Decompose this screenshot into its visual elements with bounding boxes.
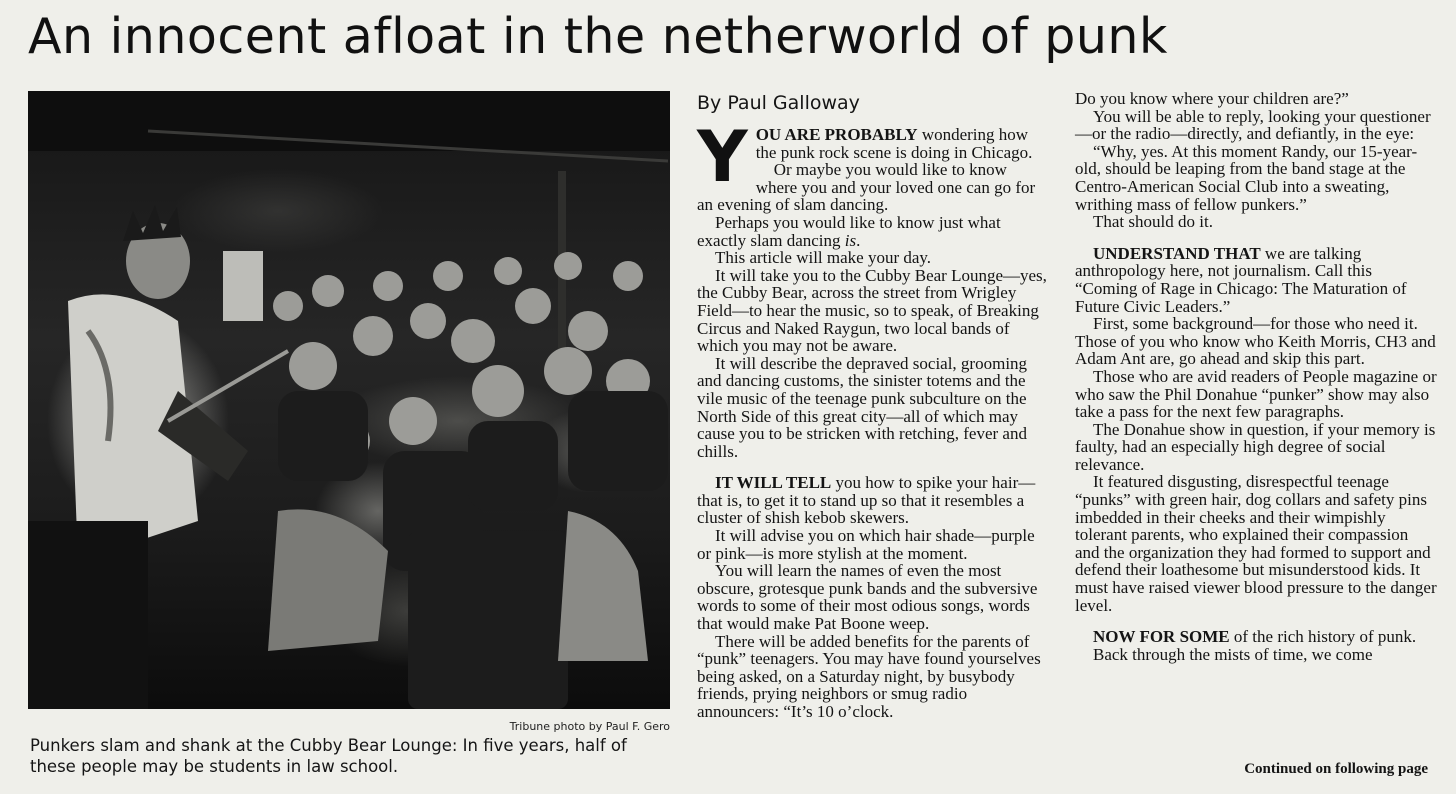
photo-caption: Punkers slam and shank at the Cubby Bear Lounge: In five years, half of these people may be students in law school. [30, 736, 627, 776]
continued-notice: Continued on following page [1244, 761, 1428, 777]
section-caps: IT WILL TELL [715, 473, 832, 493]
paragraph: It will take you to the Cubby Bear Lounge—yes, the Cubby Bear, across the street from Wrigley Field—to hear the music, so to speak, of Breaking Circus and Naked Raygun, two local bands of which you may not be aware. [697, 265, 1047, 356]
paragraph: Those who are avid readers of People magazine or who saw the Phil Donahue “punker” show may also take a pass for the next few paragraphs. [1075, 366, 1437, 422]
section-text: we are talking anthropology here, not journalism. Call this “Coming of Rage in Chicago: The Maturation of Future Civic Leaders.” [1075, 243, 1407, 316]
section-paragraph [1075, 245, 1437, 315]
paragraph: First, some background—for those who need it. Those of you who know who Keith Morris, CH3 and Adam Ant are, go ahead and skip this part. [1075, 314, 1436, 369]
paragraph: The Donahue show in question, if your memory is faulty, had an especially high degree of social relevance. [1075, 419, 1436, 474]
lead-caps: OU ARE PROBABLY [755, 125, 918, 144]
drop-cap: Y [697, 116, 748, 198]
paragraph: Back through the mists of time, we come [1093, 644, 1373, 664]
paragraph: Or maybe you would like to know where you and your loved one can go for an evening of slam dancing. [697, 160, 1036, 215]
section-text: you how to spike your hair—that is, to get it to stand up so that it resembles a cluster of shish kebob skewers. [697, 473, 1036, 528]
slam-end: . [856, 230, 861, 250]
paragraph: “Why, yes. At this moment Randy, our 15-year-old, should be leaping from the band stage at the Centro-American Social Club into a sweating, writhing mass of fellow punkers.” [1075, 141, 1418, 214]
slam-text: Perhaps you would like to know just what exactly slam dancing [697, 212, 1001, 250]
byline: By Paul Galloway [697, 92, 860, 114]
paragraph: It featured disgusting, disrespectful teenage “punks” with green hair, dog collars and safety pins imbedded in their cheeks and their wimpishly tolerant parents, who explained their compassion and the organization they had formed to support and defend their loathesome but misunderstood kids. It must have raised viewer blood pressure to the danger level. [1075, 472, 1437, 615]
section-paragraph [1075, 628, 1437, 646]
headline: An innocent afloat in the netherworld of punk [28, 8, 1168, 65]
concert-photo [28, 91, 670, 709]
paragraph: That should do it. [1093, 212, 1213, 232]
paragraph: You will be able to reply, looking your questioner—or the radio—directly, and defiantly, in the eye: [1075, 106, 1431, 144]
photo-credit: Tribune photo by Paul F. Gero [509, 720, 670, 733]
article-column-1 [697, 116, 1049, 786]
paragraph: It will describe the depraved social, grooming and dancing customs, the sinister totems and the vile music of the teenage punk subculture on the North Side of this great city—all of which may cause you to be stricken with retching, fever and chills. [697, 353, 1028, 461]
slam-emphasis: is [844, 230, 857, 250]
section-caps: UNDERSTAND THAT [1093, 243, 1261, 263]
section-paragraph [697, 474, 1049, 527]
paragraph: This article will make your day. [715, 248, 932, 268]
paragraph: There will be added benefits for the parents of “punk” teenagers. You may have found yourselves being asked, on a Saturday night, by busybody friends, prying neighbors or smug radio announcers: “It’s 10 o’clock. [697, 631, 1041, 721]
paragraph: You will learn the names of even the most obscure, grotesque punk bands and the subversive words to some of their most odious songs, words that would make Pat Boone weep. [697, 561, 1038, 634]
lead-text: wondering how the punk rock scene is doing in Chicago. [755, 125, 1033, 162]
section-caps: NOW FOR SOME [1093, 627, 1230, 647]
section-text: of the rich history of punk. [1229, 627, 1417, 647]
article-column-2 [1075, 90, 1437, 790]
paragraph: Do you know where your children are?” [1075, 89, 1349, 108]
paragraph [697, 214, 1049, 249]
concert-photo-image [28, 91, 670, 709]
paragraph: It will advise you on which hair shade—purple or pink—is more stylish at the moment. [697, 526, 1035, 563]
